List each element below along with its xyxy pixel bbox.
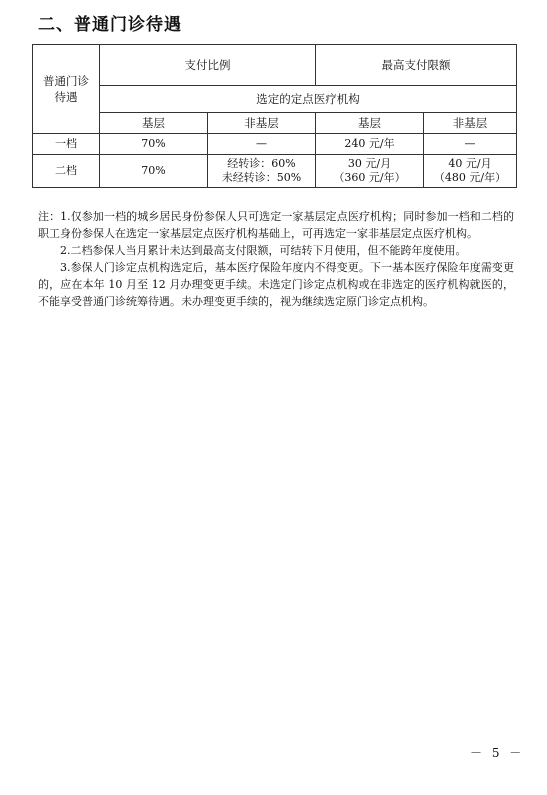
base-limit-yearly: （360 元/年） bbox=[333, 171, 406, 184]
note-1: 注：1.仅参加一档的城乡居民身份参保人只可选定一家基层定点医疗机构；同时参加一档和二档的职工身份参保人在选定一家基层定点医疗机构基础上，可再选定一家非基层定点医疗机构。 bbox=[38, 210, 514, 240]
corner-header-cell bbox=[33, 45, 100, 134]
nonbase-limit-yearly: （480 元/年） bbox=[433, 171, 507, 184]
nonbase-ratio-unreferred: 未经转诊：50% bbox=[221, 171, 302, 184]
sub-header-base-ratio: 基层 bbox=[100, 113, 208, 134]
payment-ratio-header: 支付比例 bbox=[100, 45, 316, 86]
corner-header: 普通门诊待遇 bbox=[43, 74, 89, 104]
sub-header-nonbase-ratio: 非基层 bbox=[208, 113, 316, 134]
tier-label: 二档 bbox=[33, 155, 100, 188]
section-title: 二、普通门诊待遇 bbox=[38, 15, 182, 35]
nonbase-limit-cell bbox=[424, 155, 517, 188]
base-ratio-cell: 70% bbox=[100, 134, 208, 155]
base-limit-monthly: 30 元/月 bbox=[347, 157, 392, 170]
page-number: － 5 － bbox=[470, 746, 525, 760]
table-header-row bbox=[33, 45, 517, 86]
designated-institution-header: 选定的定点医疗机构 bbox=[100, 86, 517, 113]
nonbase-limit-monthly: 40 元/月 bbox=[448, 157, 492, 170]
tier-label: 一档 bbox=[33, 134, 100, 155]
note-2: 2.二档参保人当月累计未达到最高支付限额，可结转下月使用，但不能跨年度使用。 bbox=[60, 244, 467, 257]
table-row bbox=[33, 134, 517, 155]
note-3: 3.参保人门诊定点机构选定后，基本医疗保险年度内不得变更。下一基本医疗保险年度需变更的，应在本年 10 月至 12 月办理变更手续。未选定门诊定点机构或在非选定的医疗机构就医的，不能享受普通门诊统筹待遇。未办理变更手续的，视为继续选定原门诊定点机构。 bbox=[38, 261, 514, 308]
outpatient-benefit-table bbox=[32, 44, 517, 188]
base-ratio-cell: 70% bbox=[100, 155, 208, 188]
sub-header-base-limit: 基层 bbox=[316, 113, 424, 134]
sub-header-nonbase-limit: 非基层 bbox=[424, 113, 517, 134]
max-limit-header: 最高支付限额 bbox=[316, 45, 517, 86]
nonbase-ratio-cell bbox=[208, 155, 316, 188]
table-row bbox=[33, 155, 517, 188]
base-limit-cell bbox=[316, 155, 424, 188]
designated-header-row bbox=[33, 86, 517, 113]
nonbase-ratio-referred: 经转诊：60% bbox=[227, 157, 296, 170]
sub-header-row bbox=[33, 113, 517, 134]
nonbase-ratio-cell: — bbox=[208, 134, 316, 155]
notes bbox=[38, 208, 514, 310]
nonbase-limit-cell: — bbox=[424, 134, 517, 155]
base-limit-cell: 240 元/年 bbox=[316, 134, 424, 155]
